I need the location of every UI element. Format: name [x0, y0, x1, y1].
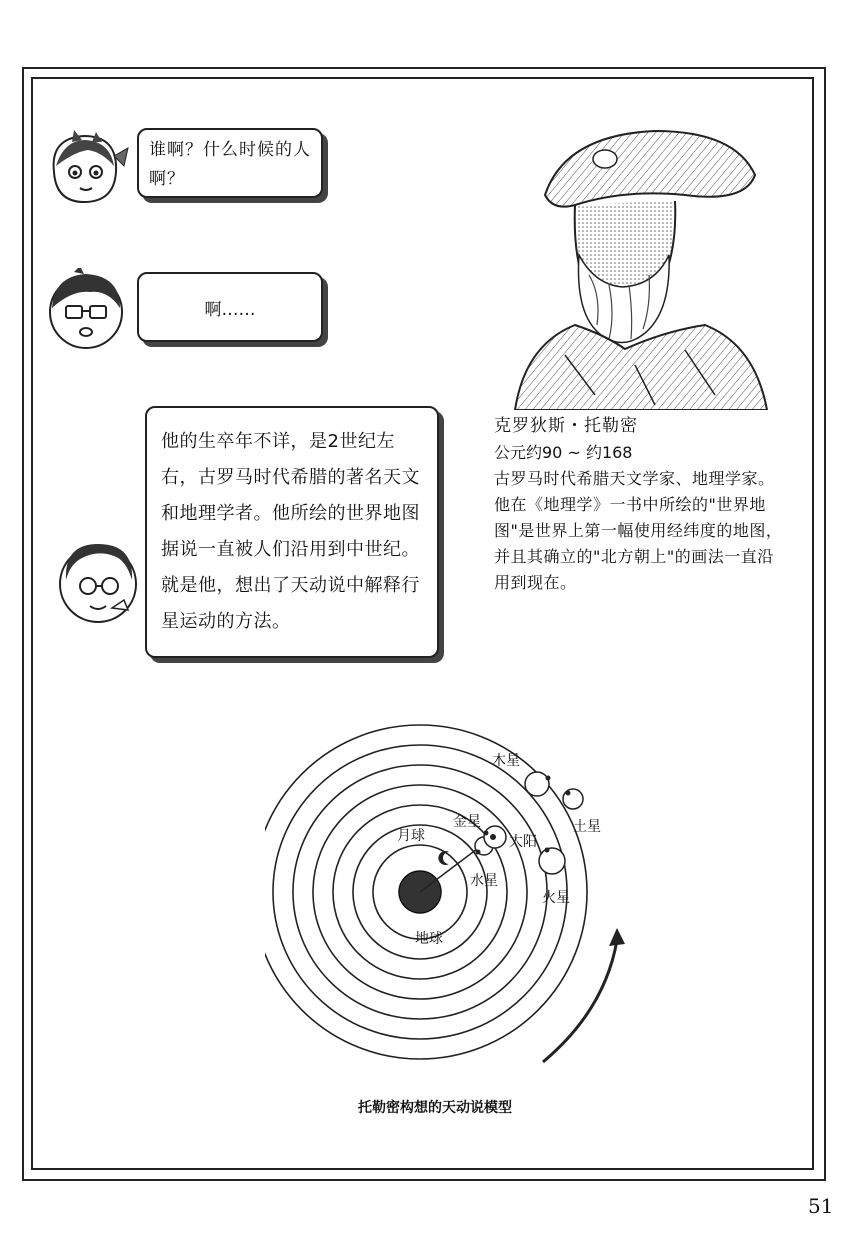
label-venus: 金星 [453, 814, 481, 830]
portrait-caption [494, 412, 784, 596]
label-jupiter: 木星 [492, 753, 520, 769]
speech-text-professor: 他的生卒年不详，是2世纪左右，古罗马时代希腊的著名天文和地理学者。他所绘的世界地图据说一直被人们沿用到中世纪。就是他，想出了天动说中解释行星运动的方法。 [161, 431, 420, 632]
speech-bubble-boy [137, 272, 323, 342]
mercury-dot [476, 850, 481, 855]
girl-avatar-icon [44, 126, 130, 208]
speech-bubble-professor [145, 406, 439, 658]
label-saturn: 土星 [573, 819, 601, 835]
mars-epicycle [539, 848, 565, 874]
boy-avatar-icon [44, 268, 130, 354]
mars-dot [545, 848, 550, 853]
professor-avatar-icon [58, 536, 140, 628]
label-earth: 地球 [415, 931, 443, 947]
diagram-title: 托勒密构想的天动说模型 [358, 1100, 512, 1116]
ptolemy-portrait-icon [505, 125, 770, 410]
label-moon: 月球 [397, 828, 425, 844]
jupiter-epicycle [525, 772, 549, 796]
arrowhead-icon [609, 928, 625, 946]
caption-years: 公元约90 ~ 约168 [494, 443, 633, 462]
caption-name: 克罗狄斯・托勒密 [494, 416, 638, 436]
label-mercury: 水星 [470, 873, 498, 889]
geocentric-model-diagram [265, 700, 625, 1080]
label-mars: 火星 [542, 890, 570, 906]
jupiter-dot [546, 776, 551, 781]
rotation-arrow [543, 940, 617, 1062]
page-number: 51 [808, 1194, 834, 1218]
caption-description: 古罗马时代希腊天文学家、地理学家。他在《地理学》一书中所绘的"世界地图"是世界上第一幅使用经纬度的地图，并且其确立的"北方朝上"的画法一直沿用到现在。 [494, 469, 783, 592]
sun-dot [490, 834, 496, 840]
speech-bubble-girl [137, 128, 323, 198]
label-sun: 太阳 [509, 834, 537, 850]
speech-text-girl: 谁啊？什么时候的人啊？ [149, 140, 311, 189]
speech-text-boy: 啊…… [204, 299, 256, 320]
saturn-dot [566, 791, 571, 796]
venus-dot [484, 831, 489, 836]
